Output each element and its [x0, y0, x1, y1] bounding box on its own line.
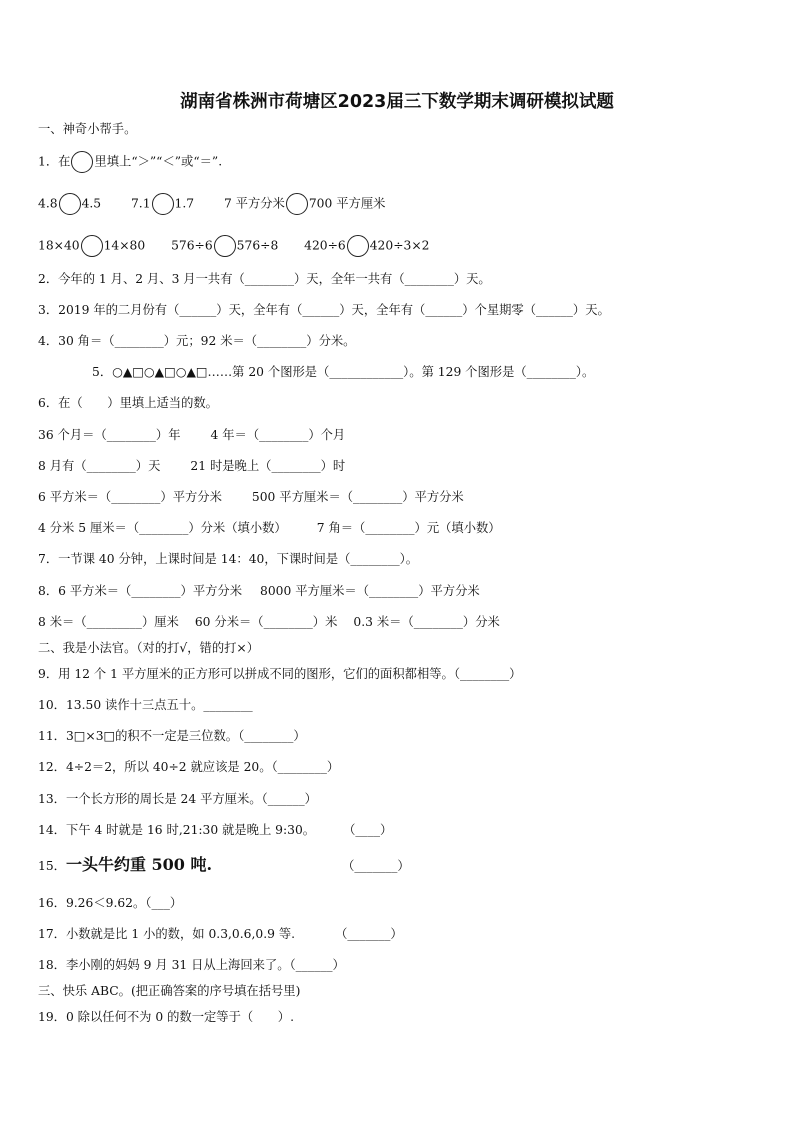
question-6-row-3: [38, 489, 464, 505]
fill-item: 0.3 米＝（________）分米: [353, 615, 500, 629]
question-5: 5．○▲□○▲□○▲□……第 20 个图形是（____________）。第 129 个图形是（________）。: [92, 365, 595, 379]
fill-item: 6 平方米＝（________）平方分米: [38, 490, 222, 504]
question-2: 2．今年的 1 月、2 月、3 月一共有（________）天，全年一共有（________）天。: [38, 272, 491, 286]
question-8-row-2: [38, 614, 500, 630]
compare-item: 7 平方分米: [223, 196, 285, 211]
page-title: 湖南省株洲市荷塘区2023届三下数学期末调研模拟试题: [180, 92, 614, 112]
question-text: 17．小数就是比 1 小的数，如 0.3,0.6,0.9 等.: [38, 927, 296, 941]
fill-item: 4 年＝（________）个月: [210, 428, 346, 442]
compare-item: 18×40: [38, 238, 80, 253]
question-6-row-1: [38, 427, 345, 443]
compare-item: 4.5: [81, 196, 102, 211]
question-text: 里填上“＞”“＜”或“＝”.: [94, 154, 223, 169]
answer-circle[interactable]: [214, 235, 236, 257]
question-text: 14．下午 4 时就是 16 时,21:30 就是晚上 9:30。: [38, 823, 316, 837]
question-6: 6．在（ ）里填上适当的数。: [38, 396, 218, 410]
compare-item: 1.7: [174, 196, 195, 211]
question-3: 3．2019 年的二月份有（______）天，全年有（______）天，全年有（______）个星期零（______）天。: [38, 303, 610, 317]
answer-circle[interactable]: [152, 193, 174, 215]
section-heading-2: 二、我是小法官。（对的打√，错的打×）: [38, 641, 260, 655]
question-7: 7．一节课 40 分钟，上课时间是 14：40，下课时间是（________）。: [38, 552, 419, 566]
question-19: 19．0 除以任何不为 0 的数一定等于（ ）.: [38, 1010, 294, 1024]
answer-blank: （____）: [343, 823, 393, 837]
fill-item: 60 分米＝（________）米: [194, 615, 338, 629]
answer-circle[interactable]: [286, 193, 308, 215]
question-17: [38, 926, 403, 942]
question-8-row-1: [38, 583, 480, 599]
answer-circle[interactable]: [71, 151, 93, 173]
question-11: 11．3□×3□的积不一定是三位数。（________）: [38, 729, 306, 743]
question-text: 1．在: [38, 154, 71, 169]
compare-item: 420÷3×2: [369, 238, 430, 253]
question-10: 10．13.50 读作十三点五十。________: [38, 698, 253, 712]
fill-item: 8 月有（________）天: [38, 459, 161, 473]
fill-item: 7 角＝（________）元（填小数）: [316, 521, 501, 535]
compare-item: 420÷6: [304, 238, 346, 253]
question-18: 18．李小刚的妈妈 9 月 31 日从上海回来了。（______）: [38, 958, 345, 972]
compare-item: 4.8: [38, 196, 58, 211]
section-heading-1: 一、神奇小帮手。: [38, 122, 137, 136]
question-14: [38, 822, 392, 838]
fill-item: 8．6 平方米＝（________）平方分米: [38, 584, 243, 598]
answer-circle[interactable]: [347, 235, 369, 257]
fill-item: 4 分米 5 厘米＝（________）分米（填小数）: [38, 521, 287, 535]
question-6-row-2: [38, 458, 345, 474]
question-4: 4．30 角＝（________）元；92 米＝（________）分米。: [38, 334, 356, 348]
compare-item: 700 平方厘米: [308, 196, 386, 211]
fill-item: 8000 平方厘米＝（________）平方分米: [260, 584, 480, 598]
section-heading-3: 三、快乐 ABC。(把正确答案的序号填在括号里): [38, 984, 301, 998]
compare-item: 576÷6: [171, 238, 213, 253]
answer-blank: （_______）: [342, 859, 410, 873]
question-16: 16．9.26＜9.62。（___）: [38, 896, 183, 910]
answer-circle[interactable]: [81, 235, 103, 257]
question-12: 12．4÷2＝2，所以 40÷2 就应该是 20。（________）: [38, 760, 340, 774]
question-text: 一头牛约重 500 吨.: [65, 855, 213, 874]
fill-item: 8 米＝（_________）厘米: [38, 615, 179, 629]
fill-item: 21 时是晚上（________）时: [190, 459, 346, 473]
question-1: [38, 151, 222, 173]
question-6-row-4: [38, 520, 501, 536]
compare-item: 14×80: [103, 238, 146, 253]
question-15: [38, 857, 410, 874]
compare-item: 7.1: [130, 196, 151, 211]
answer-blank: （_______）: [335, 927, 403, 941]
compare-row-1: [38, 193, 385, 215]
fill-item: 500 平方厘米＝（________）平方分米: [251, 490, 464, 504]
question-number: 15．: [38, 859, 66, 873]
compare-item: 576÷8: [236, 238, 279, 253]
fill-item: 36 个月＝（________）年: [38, 428, 181, 442]
answer-circle[interactable]: [59, 193, 81, 215]
compare-row-2: [38, 235, 429, 257]
question-9: 9．用 12 个 1 平方厘米的正方形可以拼成不同的图形，它们的面积都相等。（________）: [38, 667, 522, 681]
question-13: 13．一个长方形的周长是 24 平方厘米。（______）: [38, 792, 317, 806]
